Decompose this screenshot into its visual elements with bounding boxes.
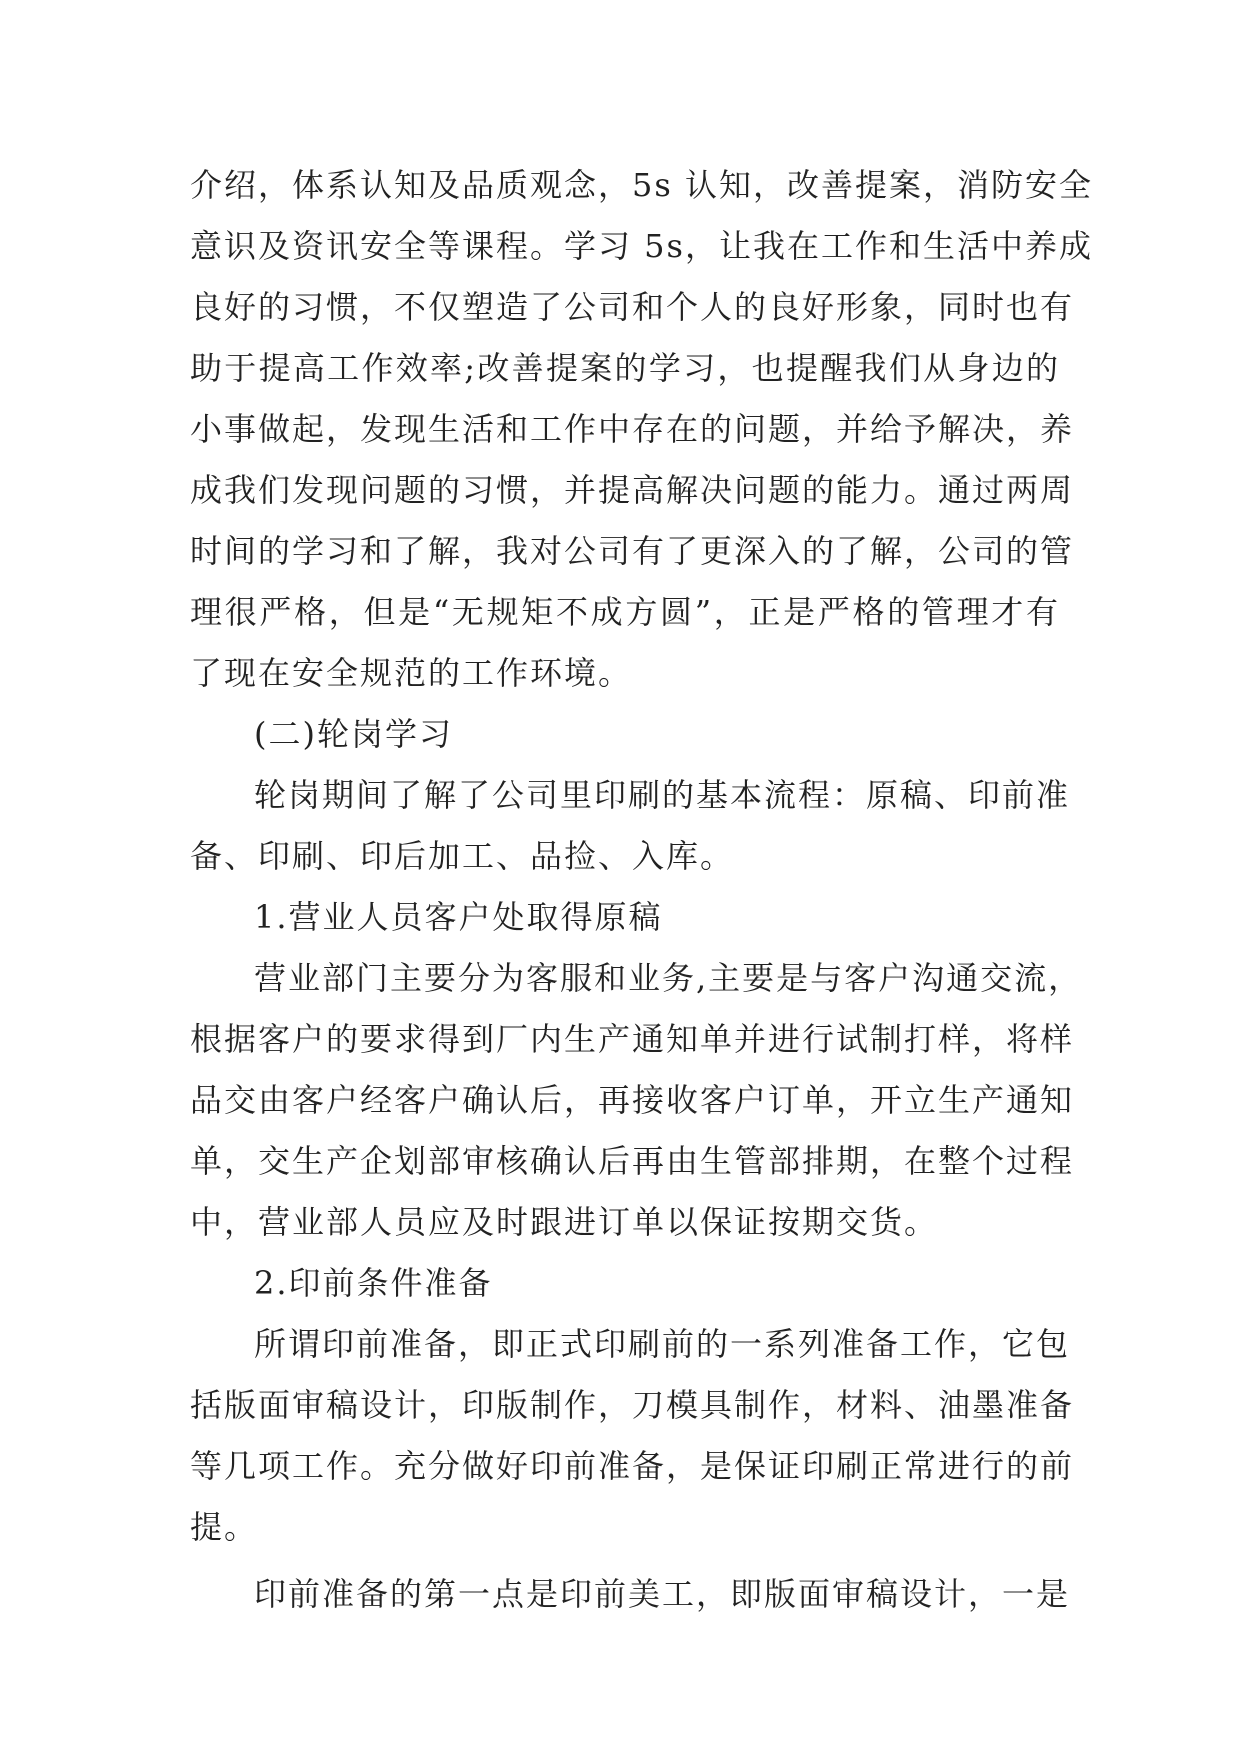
text-line: 营业部门主要分为客服和业务,主要是与客户沟通交流， <box>254 959 1083 997</box>
text-line: 中，营业部人员应及时跟进订单以保证按期交货。 <box>190 1203 939 1241</box>
text-line: 括版面审稿设计，印版制作，刀模具制作，材料、油墨准备 <box>190 1386 1075 1424</box>
section-heading: 2.印前条件准备 <box>254 1264 493 1302</box>
text-line: 根据客户的要求得到厂内生产通知单并进行试制打样，将样 <box>190 1020 1075 1058</box>
text-line: 轮岗期间了解了公司里印刷的基本流程：原稿、印前准 <box>254 776 1071 814</box>
text-line: 了现在安全规范的工作环境。 <box>190 654 633 692</box>
text-line: 介绍，体系认知及品质观念，5s 认知，改善提案，消防安全 <box>190 166 1093 204</box>
text-line: 备、印刷、印后加工、品捡、入库。 <box>190 837 735 875</box>
text-line: 理很严格，但是“无规矩不成方圆”，正是严格的管理才有 <box>190 593 1060 631</box>
document-body <box>190 155 1093 1625</box>
text-line: 成我们发现问题的习惯，并提高解决问题的能力。通过两周 <box>190 471 1075 509</box>
section-heading: (二)轮岗学习 <box>254 715 453 753</box>
text-line: 等几项工作。充分做好印前准备，是保证印刷正常进行的前 <box>190 1447 1075 1485</box>
section-heading: 1.营业人员客户处取得原稿 <box>254 898 663 936</box>
text-line: 良好的习惯，不仅塑造了公司和个人的良好形象，同时也有 <box>190 288 1075 326</box>
text-line: 印前准备的第一点是印前美工，即版面审稿设计，一是 <box>254 1575 1071 1613</box>
text-line: 提。 <box>190 1508 259 1546</box>
text-line: 小事做起，发现生活和工作中存在的问题，并给予解决，养 <box>190 410 1075 448</box>
text-line: 单，交生产企划部审核确认后再由生管部排期，在整个过程 <box>190 1142 1075 1180</box>
text-line: 助于提高工作效率;改善提案的学习，也提醒我们从身边的 <box>190 349 1060 387</box>
text-line: 意识及资讯安全等课程。学习 5s，让我在工作和生活中养成 <box>190 227 1093 265</box>
text-line: 品交由客户经客户确认后，再接收客户订单，开立生产通知 <box>190 1081 1075 1119</box>
text-line: 所谓印前准备，即正式印刷前的一系列准备工作，它包 <box>254 1325 1071 1363</box>
text-line: 时间的学习和了解，我对公司有了更深入的了解，公司的管 <box>190 532 1075 570</box>
